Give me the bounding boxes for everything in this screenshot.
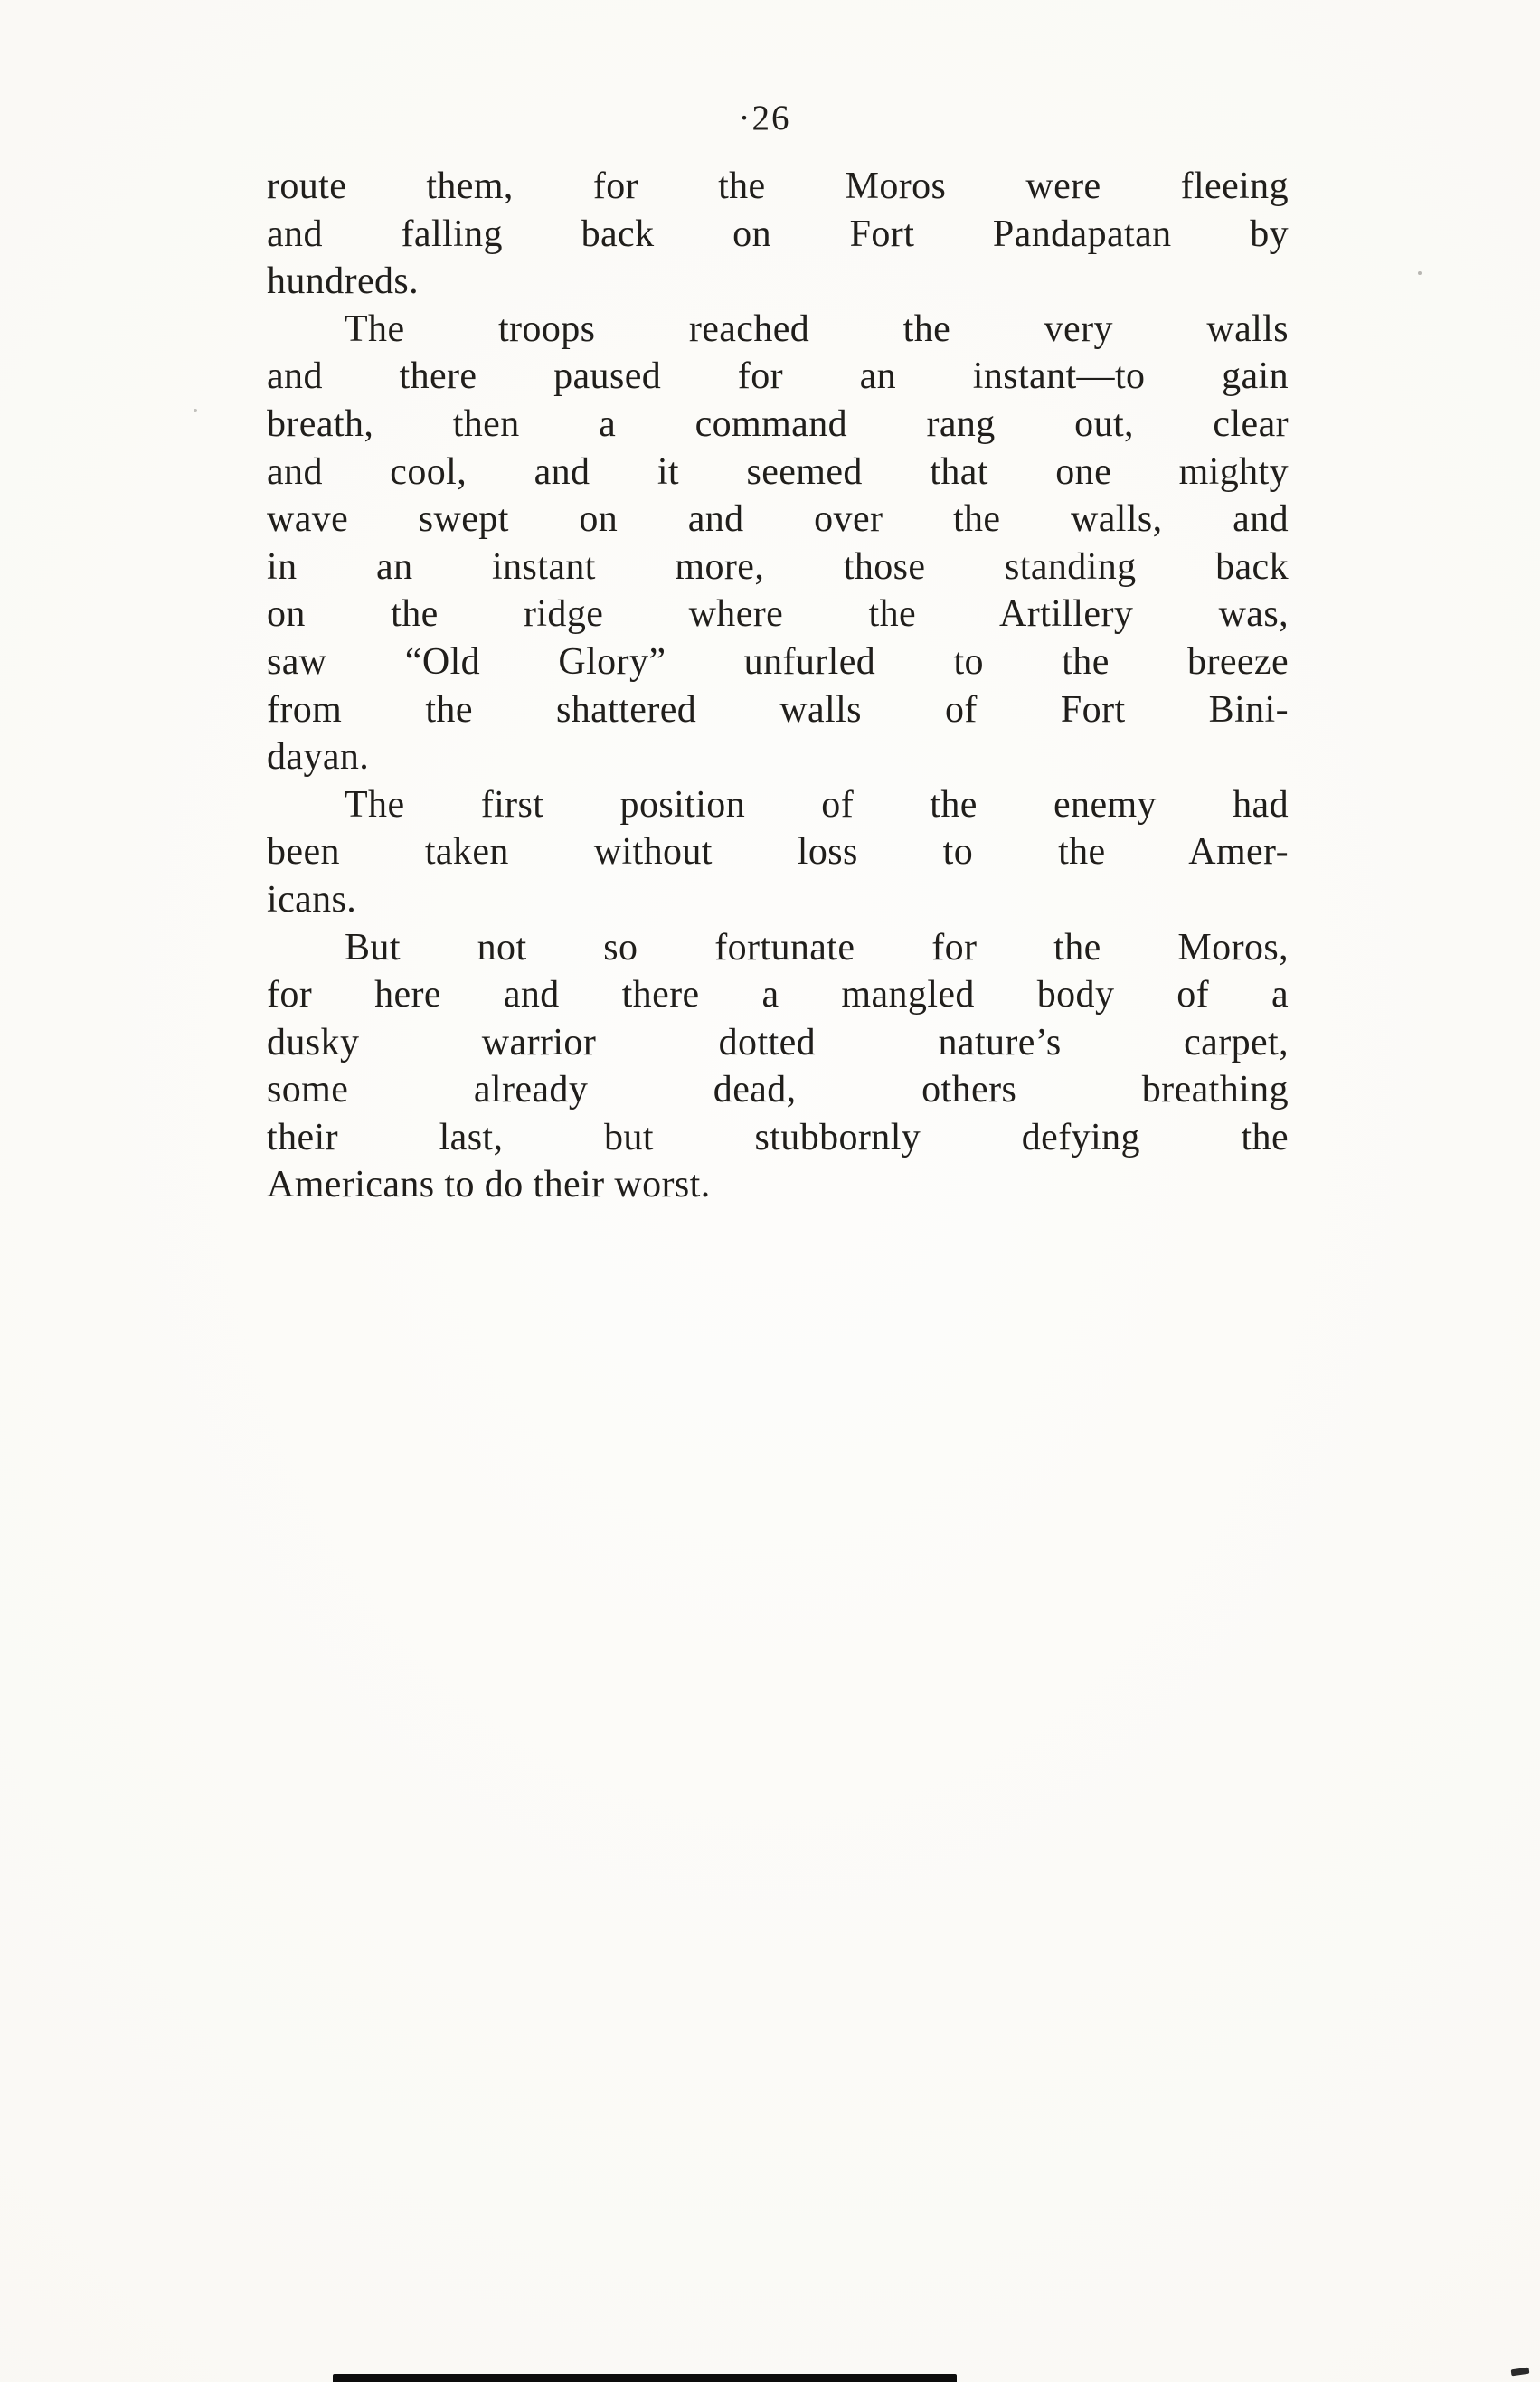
paragraph bbox=[267, 306, 1289, 781]
text-line: for here and there a mangled body of a bbox=[267, 974, 1289, 1016]
scan-artifact-corner bbox=[1511, 2368, 1530, 2377]
scan-speck bbox=[1418, 271, 1422, 275]
text-line: icans. bbox=[267, 878, 357, 921]
paragraph bbox=[267, 163, 1289, 306]
text-line: some already dead, others breathing bbox=[267, 1069, 1289, 1111]
text-line: Americans to do their worst. bbox=[267, 1164, 711, 1206]
text-line: their last, but stubbornly defying the bbox=[267, 1116, 1289, 1158]
text-line: hundreds. bbox=[267, 260, 420, 303]
text-line: dayan. bbox=[267, 736, 370, 779]
text-line: in an instant more, those standing back bbox=[267, 545, 1289, 588]
text-line: from the shattered walls of Fort Bini- bbox=[267, 688, 1289, 731]
text-line: wave swept on and over the walls, and bbox=[267, 498, 1289, 541]
text-line: dusky warrior dotted nature’s carpet, bbox=[267, 1021, 1289, 1063]
text-line: and cool, and it seemed that one mighty bbox=[267, 450, 1289, 493]
text-line: But not so fortunate for the Moros, bbox=[345, 926, 1289, 969]
text-line: breath, then a command rang out, clear bbox=[267, 402, 1289, 445]
page-number: ·26 bbox=[738, 99, 791, 137]
text-line: The troops reached the very walls bbox=[345, 307, 1289, 350]
body-text bbox=[267, 163, 1289, 1209]
paragraph bbox=[267, 781, 1289, 924]
scan-artifact-bar bbox=[333, 2374, 957, 2382]
text-line: been taken without loss to the Amer- bbox=[267, 831, 1289, 874]
text-line: route them, for the Moros were fleeing bbox=[267, 165, 1289, 207]
text-line: and falling back on Fort Pandapatan by bbox=[267, 213, 1289, 255]
text-line: saw “Old Glory” unfurled to the breeze bbox=[267, 640, 1289, 683]
scan-speck bbox=[194, 409, 197, 412]
paragraph bbox=[267, 924, 1289, 1210]
text-line: and there paused for an instant—to gain bbox=[267, 355, 1289, 398]
text-line: The first position of the enemy had bbox=[345, 783, 1289, 826]
text-line: on the ridge where the Artillery was, bbox=[267, 593, 1289, 636]
